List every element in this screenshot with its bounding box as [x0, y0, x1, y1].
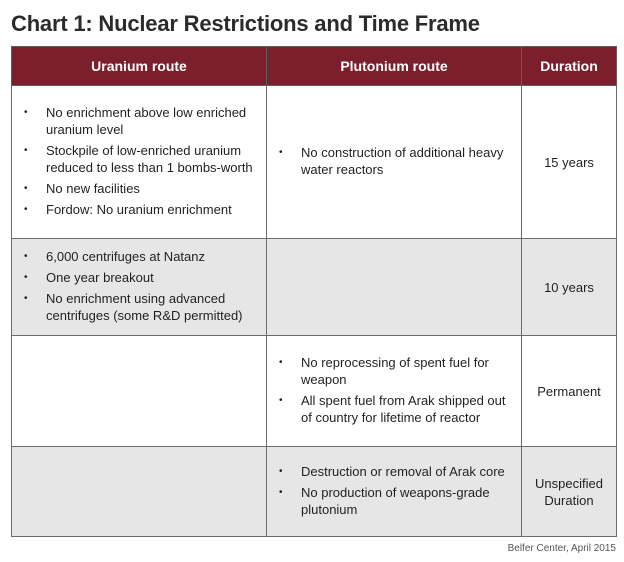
list-item: • 6,000 centrifuges at Natanz [12, 248, 258, 265]
list-item: • No enrichment above low enriched uranium level [12, 104, 258, 138]
plutonium-cell [267, 336, 522, 447]
uranium-cell [12, 447, 267, 537]
list-item: • No enrichment using advanced centrifuges (some R&D permitted) [12, 290, 258, 324]
table-row [12, 86, 617, 239]
uranium-cell [12, 336, 267, 447]
column-header-uranium: Uranium route [12, 47, 267, 86]
duration-cell: Permanent [522, 336, 617, 447]
plutonium-cell [267, 239, 522, 336]
plutonium-list [267, 144, 521, 178]
plutonium-list [267, 354, 521, 426]
list-item: • No construction of additional heavy water reactors [267, 144, 513, 178]
uranium-cell [12, 86, 267, 239]
list-item: • Stockpile of low-enriched uranium reduced to less than 1 bombs-worth [12, 142, 258, 176]
uranium-list [12, 248, 266, 324]
table-row [12, 239, 617, 336]
list-item: • Fordow: No uranium enrichment [12, 201, 258, 218]
duration-cell: Unspecified Duration [522, 447, 617, 537]
restrictions-table [11, 46, 617, 537]
page-title: Chart 1: Nuclear Restrictions and Time Frame [11, 11, 480, 36]
list-item: • All spent fuel from Arak shipped out of country for lifetime of reactor [267, 392, 513, 426]
table-row [12, 336, 617, 447]
list-item: • No production of weapons-grade plutonium [267, 484, 513, 518]
plutonium-cell [267, 86, 522, 239]
uranium-cell [12, 239, 267, 336]
list-item: • No new facilities [12, 180, 258, 197]
uranium-list [12, 104, 266, 218]
list-item: • Destruction or removal of Arak core [267, 463, 513, 480]
column-header-plutonium: Plutonium route [267, 47, 522, 86]
duration-cell: 10 years [522, 239, 617, 336]
duration-cell: 15 years [522, 86, 617, 239]
column-header-duration: Duration [522, 47, 617, 86]
plutonium-list [267, 463, 521, 518]
list-item: • No reprocessing of spent fuel for weapon [267, 354, 513, 388]
list-item: • One year breakout [12, 269, 258, 286]
table-header-row [12, 47, 617, 86]
plutonium-cell [267, 447, 522, 537]
table-row [12, 447, 617, 537]
source-footer: Belfer Center, April 2015 [507, 543, 616, 554]
